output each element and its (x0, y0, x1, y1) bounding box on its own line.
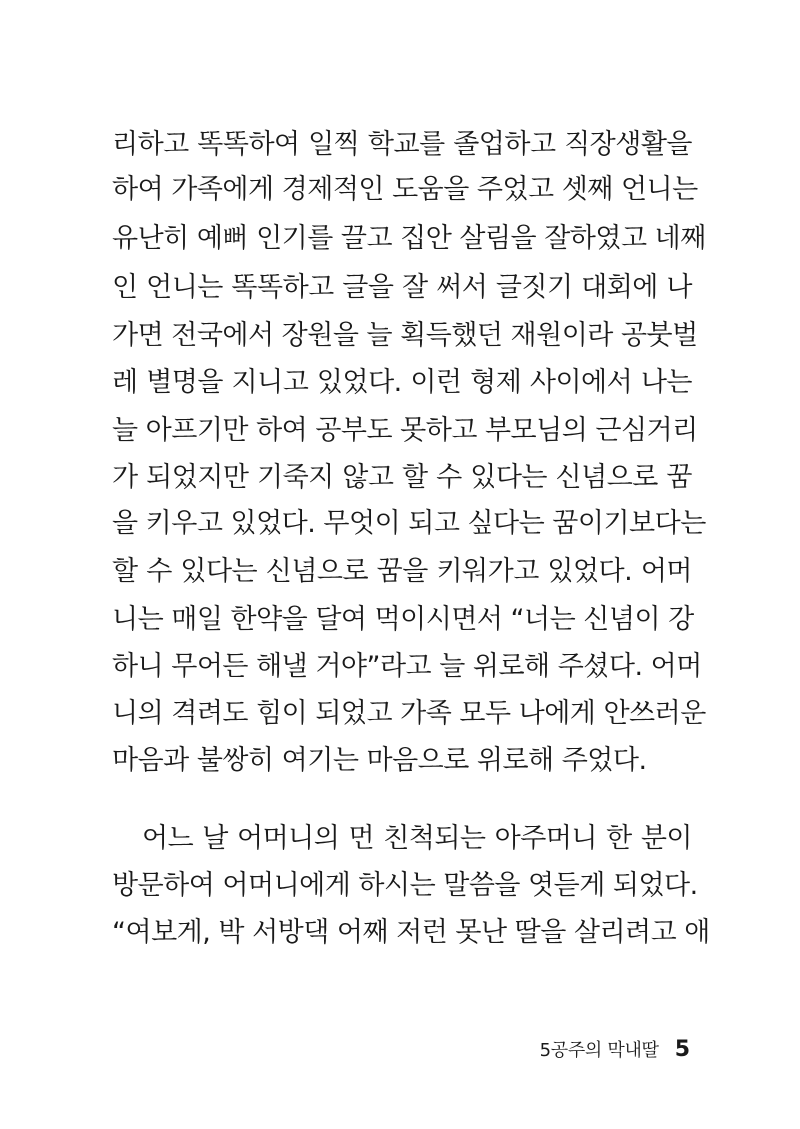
text-line: 유난히 예뻐 인기를 끌고 집안 살림을 잘하였고 네째 (112, 223, 706, 254)
text-line: 가면 전국에서 장원을 늘 획득했던 재원이라 공붓벌 (112, 320, 698, 351)
text-line: 가 되었지만 기죽지 않고 할 수 있다는 신념으로 꿈 (112, 462, 692, 493)
text-line: 늘 아프기만 하여 공부도 못하고 부모님의 근심거리 (112, 415, 698, 446)
text-line: 어느 날 어머니의 먼 친척되는 아주머니 한 분이 (142, 823, 692, 854)
text-line: 니는 매일 한약을 달여 먹이시면서 “너는 신념이 강 (112, 604, 694, 635)
text-line: 을 키우고 있었다. 무엇이 되고 싶다는 꿈이기보다는 (112, 508, 706, 539)
text-line: 리하고 똑똑하여 일찍 학교를 졸업하고 직장생활을 (112, 129, 692, 160)
text-line: 니의 격려도 힘이 되었고 가족 모두 나에게 안쓰러운 (112, 698, 706, 729)
text-line: 방문하여 어머니에게 하시는 말씀을 엿듣게 되었다. (112, 870, 698, 901)
book-title: 5공주의 막내딸 (539, 1040, 659, 1061)
text-line: 인 언니는 똑똑하고 글을 잘 써서 글짓기 대회에 나 (112, 272, 692, 303)
text-line: 하여 가족에게 경제적인 도움을 주었고 셋째 언니는 (112, 174, 698, 205)
text-line: 레 별명을 지니고 있었다. 이런 형제 사이에서 나는 (112, 367, 692, 398)
text-line: “여보게, 박 서방댁 어째 저런 못난 딸을 살리려고 애 (112, 917, 710, 948)
text-line: 하니 무어든 해낼 거야”라고 늘 위로해 주셨다. 어머 (112, 651, 702, 682)
text-line: 마음과 불쌍히 여기는 마음으로 위로해 주었다. (112, 745, 647, 776)
page-footer (540, 1036, 690, 1066)
text-line: 할 수 있다는 신념으로 꿈을 키워가고 있었다. 어머 (112, 556, 692, 587)
page-number: 5 (674, 1037, 690, 1062)
